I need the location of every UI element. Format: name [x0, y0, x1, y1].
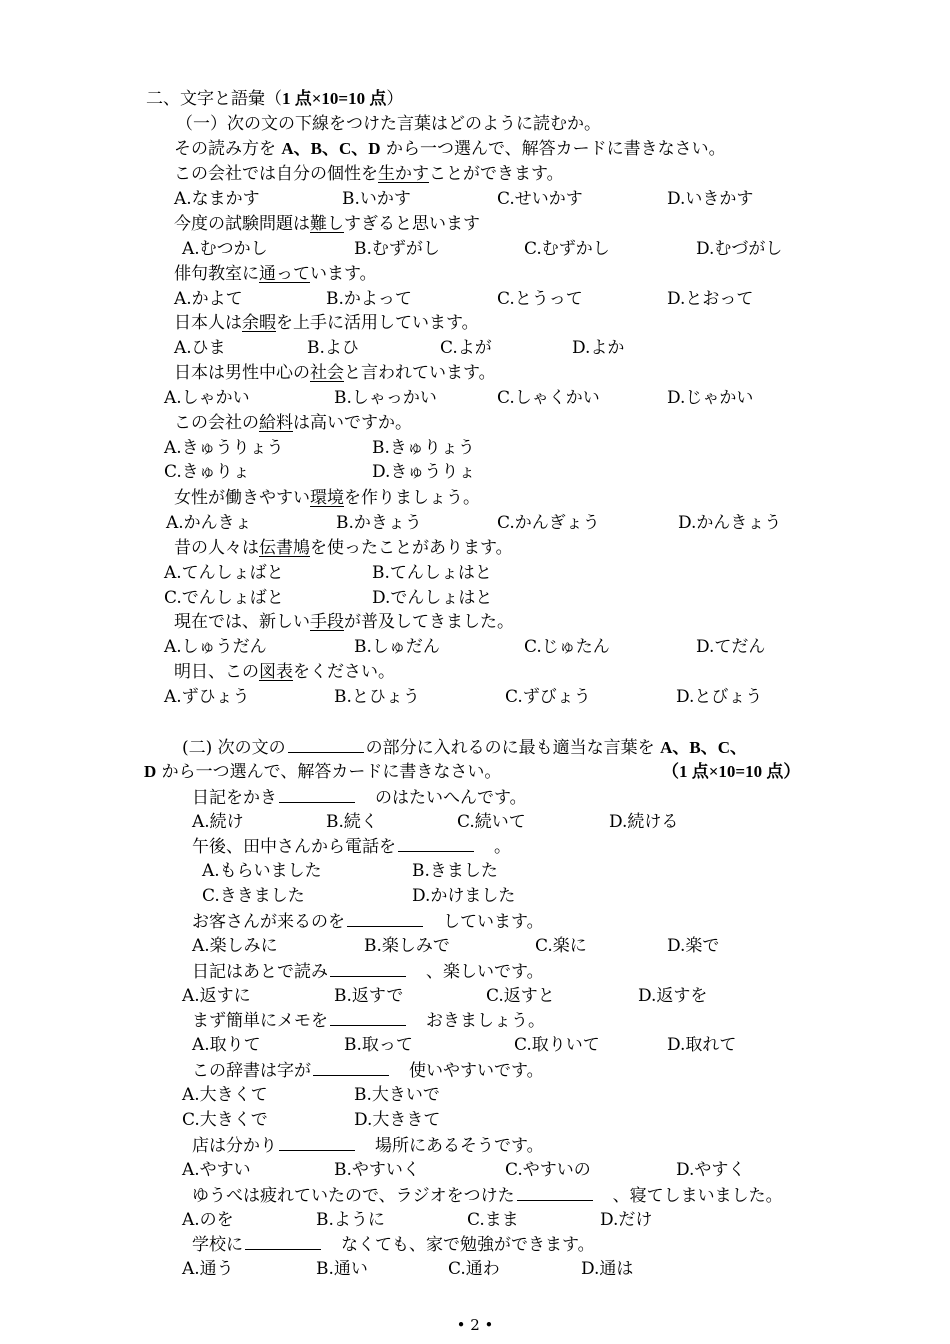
- answer-option[interactable]: C.大きくで: [182, 1110, 268, 1130]
- answer-option[interactable]: C.とうって: [497, 289, 583, 309]
- question-text: なくても、家で勉強ができます。: [341, 1235, 595, 1255]
- answer-option[interactable]: D.きゅうりょ: [372, 462, 476, 482]
- answer-option[interactable]: A.続け: [192, 812, 244, 832]
- answer-option[interactable]: C.じゅたん: [524, 637, 610, 657]
- answer-option[interactable]: A.しゃかい: [164, 388, 250, 408]
- question-2: [174, 213, 480, 235]
- answer-option[interactable]: B.やすいく: [334, 1160, 420, 1180]
- answer-option[interactable]: B.しゅだん: [354, 637, 440, 657]
- answer-option[interactable]: C.返すと: [486, 986, 555, 1006]
- answer-option[interactable]: D.じゃかい: [667, 388, 754, 408]
- question-text: 。: [494, 837, 511, 857]
- question-text: 明日、この: [174, 662, 259, 682]
- question-text: を作りましょう。: [344, 488, 480, 508]
- answer-option[interactable]: A.むつかし: [182, 239, 268, 259]
- question-text: 、寝てしまいました。: [612, 1186, 783, 1206]
- question-text: 日本人は: [174, 313, 242, 333]
- answer-option[interactable]: D.よか: [572, 338, 625, 358]
- question-text: 場所にあるそうです。: [375, 1136, 544, 1156]
- question-text: ゆうべは疲れていたので、ラジオをつけた: [192, 1186, 515, 1206]
- answer-option[interactable]: C.せいかす: [497, 189, 583, 209]
- underlined-word: 社会: [310, 363, 344, 383]
- answer-option[interactable]: A.大きくて: [182, 1085, 268, 1105]
- answer-option[interactable]: C.かんぎょう: [497, 513, 600, 533]
- underlined-word: 手段: [310, 612, 344, 632]
- question-text: が普及してきました。: [344, 612, 514, 632]
- question-text: 日本は男性中心の: [174, 363, 310, 383]
- answer-blank: [279, 786, 355, 803]
- answer-option[interactable]: D.てだん: [696, 637, 766, 657]
- answer-option[interactable]: C.まま: [467, 1210, 519, 1230]
- answer-option[interactable]: A.のを: [182, 1210, 234, 1230]
- fill-question-2: [192, 835, 511, 858]
- question-9: [174, 611, 514, 633]
- fill-question-5: [192, 1009, 545, 1032]
- answer-option[interactable]: A.しゅうだん: [164, 637, 267, 657]
- answer-option[interactable]: B.きました: [412, 861, 498, 881]
- answer-option[interactable]: A.通う: [182, 1259, 234, 1279]
- question-text: のはたいへんです。: [375, 788, 527, 808]
- question-text: しています。: [443, 912, 544, 932]
- answer-option[interactable]: B.取って: [344, 1035, 413, 1055]
- part2-instruction: D から一つ選んで、解答カードに書きなさい。: [144, 762, 502, 782]
- answer-option[interactable]: D.いきかす: [667, 189, 754, 209]
- answer-option[interactable]: B.返すで: [334, 986, 404, 1006]
- answer-option[interactable]: D.でんしょはと: [372, 588, 493, 608]
- fill-question-4: [192, 960, 544, 983]
- question-text: ことができます。: [429, 164, 564, 184]
- answer-option[interactable]: A.やすい: [182, 1160, 251, 1180]
- answer-option[interactable]: B.大きいで: [354, 1085, 440, 1105]
- section-title: 二、文字と語彙（1 点×10=10 点）: [146, 89, 404, 109]
- answer-option[interactable]: D.返すを: [638, 986, 708, 1006]
- answer-option[interactable]: D.楽で: [667, 936, 720, 956]
- answer-blank: [245, 1233, 321, 1250]
- answer-option[interactable]: B.続く: [326, 812, 378, 832]
- question-5: [174, 362, 496, 384]
- answer-option[interactable]: A.なまかす: [174, 189, 260, 209]
- question-text: この会社では自分の個性を: [174, 164, 378, 184]
- underlined-word: 伝書鳩: [259, 538, 310, 558]
- answer-option[interactable]: C.よが: [440, 338, 492, 358]
- answer-blank: [330, 1009, 406, 1026]
- answer-option[interactable]: C.通わ: [448, 1259, 500, 1279]
- answer-option[interactable]: B.きゅりょう: [372, 438, 475, 458]
- part1-intro: （一）次の文の下線をつけた言葉はどのように読むか。: [176, 114, 601, 134]
- fill-question-1: [192, 786, 527, 809]
- answer-option[interactable]: B.しゃっかい: [334, 388, 437, 408]
- answer-option[interactable]: C.続いて: [457, 812, 526, 832]
- part2-intro: (二) 次の文の の部分に入れるのに最も適当な言葉を A、B、C、: [182, 738, 747, 758]
- underlined-word: 難し: [310, 214, 344, 234]
- answer-option[interactable]: B.通い: [316, 1259, 368, 1279]
- answer-option[interactable]: A.取りて: [192, 1035, 261, 1055]
- underlined-word: 環境: [310, 488, 344, 508]
- answer-blank: [398, 835, 474, 852]
- question-4: [174, 312, 479, 334]
- part1-instruction: その読み方を A、B、C、D から一つ選んで、解答カードに書きなさい。: [174, 139, 726, 159]
- answer-blank: [279, 1134, 355, 1151]
- answer-option[interactable]: B.かきょう: [336, 513, 422, 533]
- answer-option[interactable]: C.ずびょう: [505, 687, 591, 707]
- question-text: を上手に活用しています。: [276, 313, 479, 333]
- answer-option[interactable]: C.ききました: [202, 886, 305, 906]
- answer-option[interactable]: D.取れて: [667, 1035, 737, 1055]
- question-text: 今度の試験問題は: [174, 214, 310, 234]
- fill-question-6: [192, 1059, 544, 1082]
- question-text: この辞書は字が: [192, 1061, 311, 1081]
- question-text: 現在では、新しい: [174, 612, 310, 632]
- answer-option[interactable]: D.とおって: [667, 289, 754, 309]
- answer-option[interactable]: C.きゅりょ: [164, 462, 250, 482]
- answer-blank: [347, 910, 423, 927]
- question-text: 午後、田中さんから電話を: [192, 837, 396, 857]
- answer-option[interactable]: D.とびょう: [676, 687, 763, 707]
- answer-option[interactable]: B.いかす: [342, 189, 411, 209]
- answer-option[interactable]: B.楽しみで: [364, 936, 450, 956]
- answer-option[interactable]: D.むづがし: [696, 239, 783, 259]
- answer-option[interactable]: C.楽に: [535, 936, 587, 956]
- question-text: をください。: [293, 662, 395, 682]
- answer-option[interactable]: D.だけ: [600, 1210, 653, 1230]
- question-text: 女性が働きやすい: [174, 488, 310, 508]
- answer-option[interactable]: D.大ききて: [354, 1110, 441, 1130]
- answer-option[interactable]: B.むずがし: [354, 239, 440, 259]
- answer-option[interactable]: C.やすいの: [505, 1160, 591, 1180]
- answer-option[interactable]: C.しゃくかい: [497, 388, 600, 408]
- part2-score: （1 点×10=10 点）: [662, 762, 801, 781]
- answer-option[interactable]: B.よひ: [307, 338, 359, 358]
- underlined-word: 余暇: [242, 313, 276, 333]
- answer-option[interactable]: B.とひょう: [334, 687, 420, 707]
- answer-option[interactable]: D.通は: [581, 1259, 634, 1279]
- answer-option[interactable]: D.やすく: [676, 1160, 746, 1180]
- question-text: 店は分かり: [192, 1136, 277, 1156]
- question-text: お客さんが来るのを: [192, 912, 345, 932]
- fill-question-9: [192, 1233, 595, 1256]
- blank: [288, 736, 364, 753]
- answer-option[interactable]: D.かんきょう: [678, 513, 782, 533]
- underlined-word: 図表: [259, 662, 293, 682]
- question-text: 昔の人々は: [174, 538, 259, 558]
- answer-option[interactable]: A.かよて: [174, 289, 243, 309]
- question-1: [174, 163, 564, 185]
- answer-option[interactable]: C.取りいて: [514, 1035, 600, 1055]
- question-text: 、楽しいです。: [426, 962, 544, 982]
- fill-question-8: [192, 1184, 783, 1207]
- answer-option[interactable]: A.楽しみに: [192, 936, 278, 956]
- question-text: います。: [310, 264, 377, 284]
- answer-option[interactable]: C.むずかし: [524, 239, 610, 259]
- question-text: を使ったことがあります。: [310, 538, 513, 558]
- question-text: おきましょう。: [426, 1011, 545, 1031]
- question-text: 日記はあとで読み: [192, 962, 328, 982]
- answer-option[interactable]: A.かんきょ: [166, 513, 252, 533]
- underlined-word: 給料: [259, 413, 293, 433]
- question-10: [174, 661, 395, 683]
- answer-option[interactable]: D.かけました: [412, 886, 516, 906]
- question-text: 俳句教室に: [174, 264, 259, 284]
- answer-blank: [330, 960, 406, 977]
- answer-option[interactable]: C.でんしょばと: [164, 588, 284, 608]
- question-text: 日記をかき: [192, 788, 277, 808]
- answer-option[interactable]: B.てんしょはと: [372, 563, 492, 583]
- question-text: と言われています。: [344, 363, 496, 383]
- question-8: [174, 537, 513, 559]
- question-text: まず簡単にメモを: [192, 1011, 328, 1031]
- answer-blank: [517, 1184, 593, 1201]
- question-6: [174, 412, 412, 434]
- question-7: [174, 487, 480, 509]
- page-number: • 2 •: [456, 1316, 494, 1334]
- underlined-word: 通って: [259, 264, 310, 284]
- answer-option[interactable]: A.返すに: [182, 986, 251, 1006]
- fill-question-3: [192, 910, 544, 933]
- question-3: [174, 263, 377, 285]
- fill-question-7: [192, 1134, 544, 1157]
- question-text: すぎると思います: [344, 214, 480, 234]
- answer-option[interactable]: A.もらいました: [202, 861, 322, 881]
- question-text: この会社の: [174, 413, 259, 433]
- question-text: 学校に: [192, 1235, 243, 1255]
- answer-blank: [313, 1059, 389, 1076]
- question-text: は高いですか。: [293, 413, 412, 433]
- answer-option[interactable]: A.ひま: [174, 338, 226, 358]
- answer-option[interactable]: D.続ける: [609, 812, 679, 832]
- underlined-word: 生かす: [378, 164, 429, 184]
- answer-option[interactable]: A.ずひょう: [164, 687, 250, 707]
- answer-option[interactable]: A.きゅうりょう: [164, 438, 284, 458]
- answer-option[interactable]: B.ように: [316, 1210, 385, 1230]
- question-text: 使いやすいです。: [409, 1061, 544, 1081]
- answer-option[interactable]: A.てんしょばと: [164, 563, 284, 583]
- answer-option[interactable]: B.かよって: [326, 289, 412, 309]
